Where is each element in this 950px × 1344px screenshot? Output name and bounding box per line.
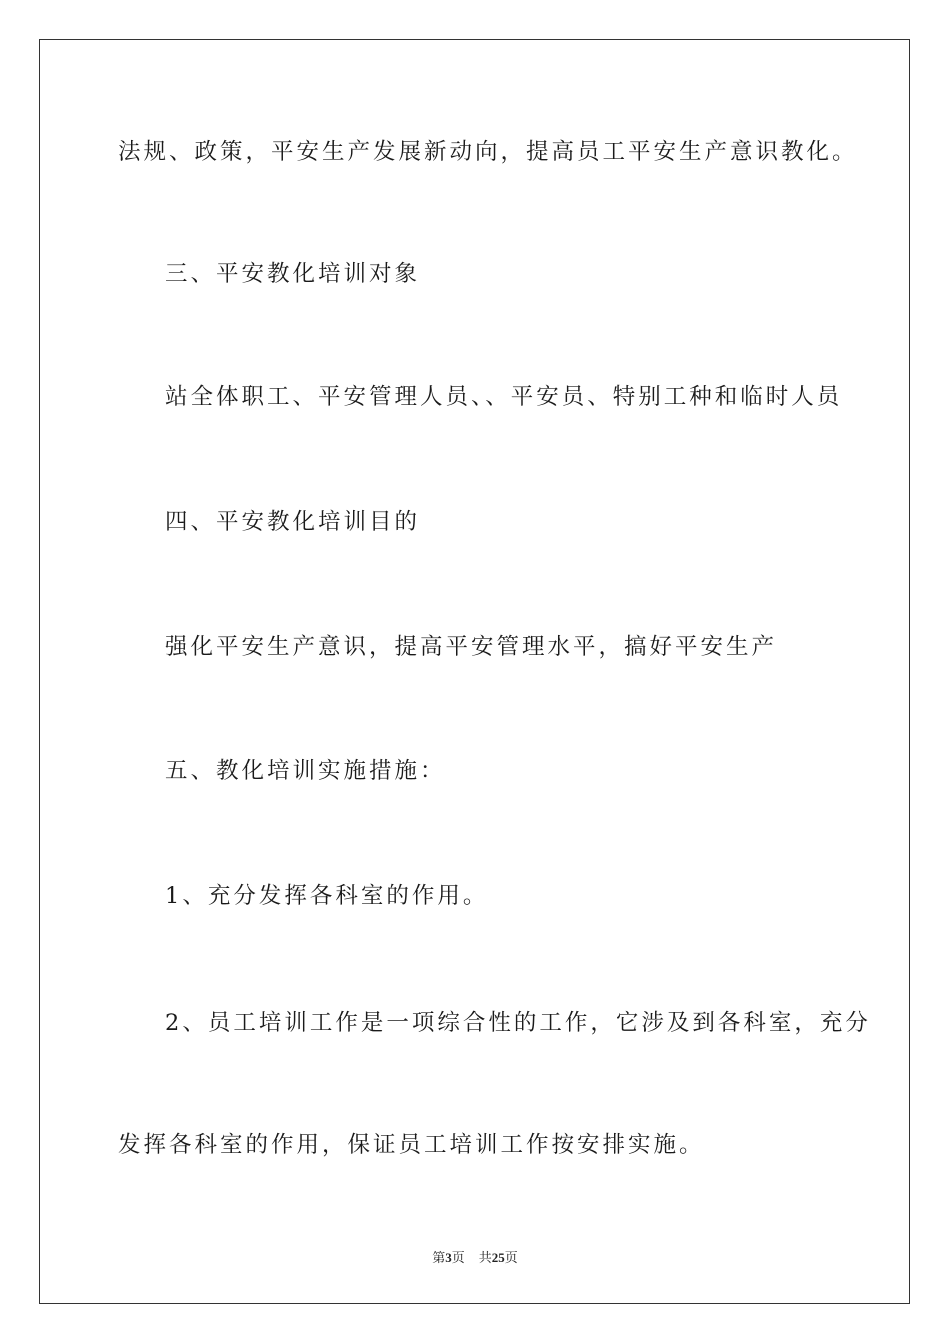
total-suffix: 页 (504, 1250, 518, 1265)
section-heading-5: 五、教化培训实施措施： (165, 758, 446, 784)
list-item-2: 2、员工培训工作是一项综合性的工作，它涉及到各科室，充分 (165, 1010, 871, 1036)
paragraph-line-1: 法规、政策，平安生产发展新动向，提高员工平安生产意识教化。 (118, 139, 858, 165)
page-border (39, 39, 910, 1304)
page-number: 3 (445, 1250, 452, 1265)
page-footer (0, 1247, 950, 1266)
section-heading-3: 三、平安教化培训对象 (165, 261, 421, 287)
section-heading-4: 四、平安教化培训目的 (165, 509, 421, 535)
paragraph-training-targets: 站全体职工、平安管理人员、、平安员、特别工种和临时人员 (165, 384, 843, 410)
page-suffix: 页 (451, 1250, 465, 1265)
page-prefix: 第 (432, 1250, 446, 1265)
list-item-1: 1、充分发挥各科室的作用。 (165, 883, 489, 909)
list-item-2-continuation: 发挥各科室的作用，保证员工培训工作按安排实施。 (118, 1132, 705, 1158)
total-pages: 25 (491, 1250, 505, 1265)
paragraph-training-purpose: 强化平安生产意识，提高平安管理水平，搞好平安生产 (165, 634, 778, 660)
total-prefix: 共 (478, 1250, 492, 1265)
